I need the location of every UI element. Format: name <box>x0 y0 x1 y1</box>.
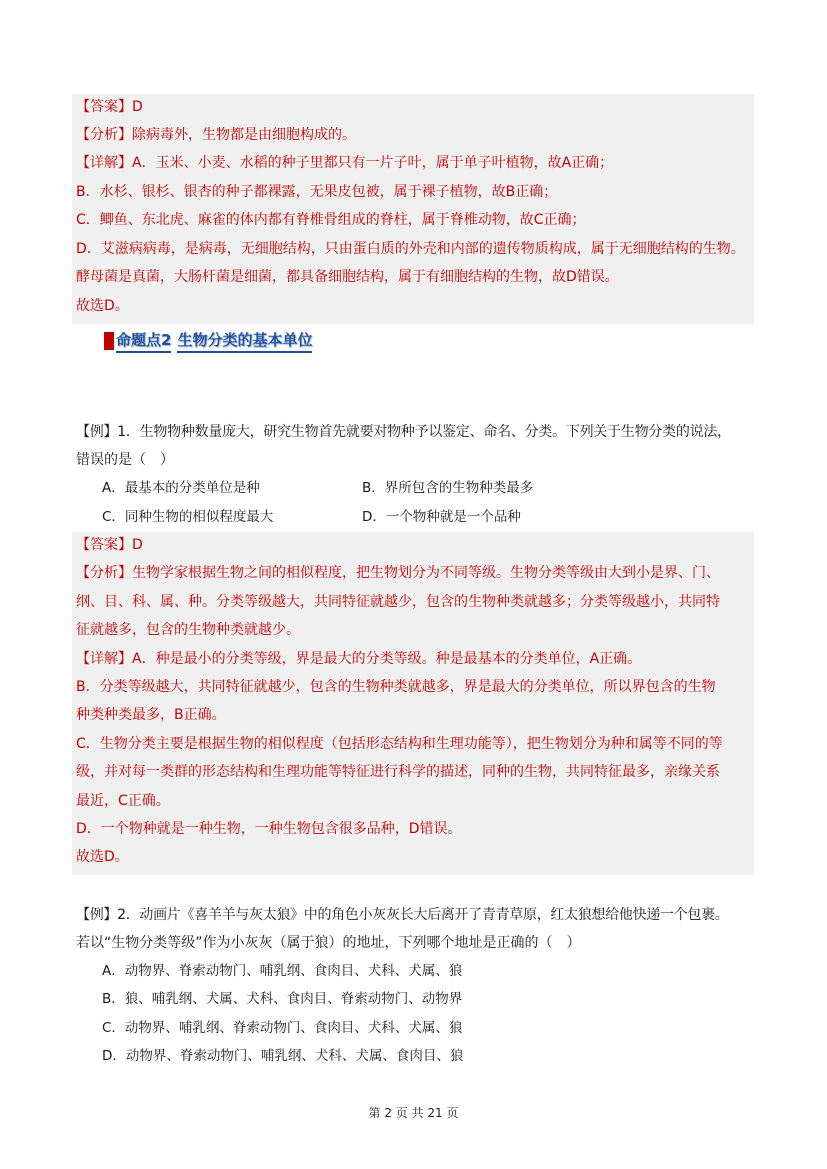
detail-line: B．分类等级越大，共同特征就越少，包含的生物种类就越多，界是最大的分类单位，所以界包含的生物 <box>76 679 716 695</box>
question-1-stem: 【例】1．生物物种数量庞大，研究生物首先就要对物种予以鉴定、命名、分类。下列关于生物分类的说法， <box>76 424 731 440</box>
analysis-line: 征就越多，包含的生物种类就越少。 <box>76 622 300 638</box>
question-2-stem-cont: 若以“生物分类等级”作为小灰灰（属于狼）的地址，下列哪个地址是正确的（ ） <box>76 935 581 951</box>
detail-line: D．一个物种就是一种生物，一种生物包含很多品种，D错误。 <box>76 821 462 837</box>
question-1-option-c: C．同种生物的相似程度最大 <box>102 509 274 525</box>
question-2-option-c: C．动物界、哺乳纲、脊索动物门、食肉目、犬科、犬属、狼 <box>102 1020 463 1036</box>
detail-line: C．生物分类主要是根据生物的相似程度（包括形态结构和生理功能等），把生物划分为种和属等不同的等 <box>76 736 723 752</box>
page-footer: 第 2 页 共 21 页 <box>368 1106 459 1120</box>
detail-line: 故选D。 <box>76 849 129 865</box>
detail-line: 种类种类最多，B正确。 <box>76 707 226 723</box>
detail-line: D．艾滋病病毒，是病毒，无细胞结构，只由蛋白质的外壳和内部的遗传物质构成，属于无细胞结构的生物。 <box>76 241 745 257</box>
question-2-stem: 【例】2．动画片《喜羊羊与灰太狼》中的角色小灰灰长大后离开了青青草原，红太狼想给他快递一个包裹。 <box>76 907 729 923</box>
section-heading <box>104 330 312 352</box>
detail-line: 酵母菌是真菌，大肠杆菌是细菌，都具备细胞结构，属于有细胞结构的生物，故D错误。 <box>76 269 619 285</box>
analysis-text: 【分析】除病毒外，生物都是由细胞构成的。 <box>76 127 356 143</box>
question-2-option-a: A．动物界、脊索动物门、哺乳纲、食肉目、犬科、犬属、狼 <box>102 963 463 979</box>
detail-line: C．鲫鱼、东北虎、麻雀的体内都有脊椎骨组成的脊柱，属于脊椎动物，故C正确； <box>76 212 586 228</box>
question-1-stem-cont: 错误的是（ ） <box>76 452 174 468</box>
heading-topic-title: 生物分类的基本单位 <box>177 329 312 353</box>
answer-label: 【答案】D <box>76 537 143 553</box>
analysis-line: 纲、目、科、属、种。分类等级越大，共同特征就越少，包含的生物种类就越多；分类等级越小，共同特 <box>76 594 720 610</box>
question-2-option-d: D．动物界、脊索动物门、哺乳纲、犬科、犬属、食肉目、狼 <box>102 1048 464 1064</box>
analysis-line: 【分析】生物学家根据生物之间的相似程度，把生物划分为不同等级。生物分类等级由大到小是界、门、 <box>76 565 720 581</box>
question-2-option-b: B．狼、哺乳纲、犬属、犬科、食肉目、脊索动物门、动物界 <box>102 991 463 1007</box>
answer-label: 【答案】D <box>76 99 143 115</box>
question-1-option-a: A．最基本的分类单位是种 <box>102 480 260 496</box>
detail-line: 最近，C正确。 <box>76 793 170 809</box>
detail-line: 【详解】A．玉米、小麦、水稻的种子里都只有一片子叶，属于单子叶植物，故A正确； <box>76 155 614 171</box>
question-1-option-b: B．界所包含的生物种类最多 <box>362 480 534 496</box>
detail-line: 级，并对每一类群的形态结构和生理功能等特征进行科学的描述，同种的生物，共同特征最多，亲缘关系 <box>76 764 720 780</box>
heading-marker <box>104 332 114 350</box>
detail-line: B．水杉、银杉、银杏的种子都裸露，无果皮包被，属于裸子植物，故B正确； <box>76 184 558 200</box>
heading-topic-number: 命题点2 <box>116 329 171 353</box>
detail-line: 故选D。 <box>76 298 129 314</box>
detail-line: 【详解】A．种是最小的分类等级，界是最大的分类等级。种是最基本的分类单位，A正确。 <box>76 651 642 667</box>
question-1-option-d: D．一个物种就是一个品种 <box>362 509 521 525</box>
